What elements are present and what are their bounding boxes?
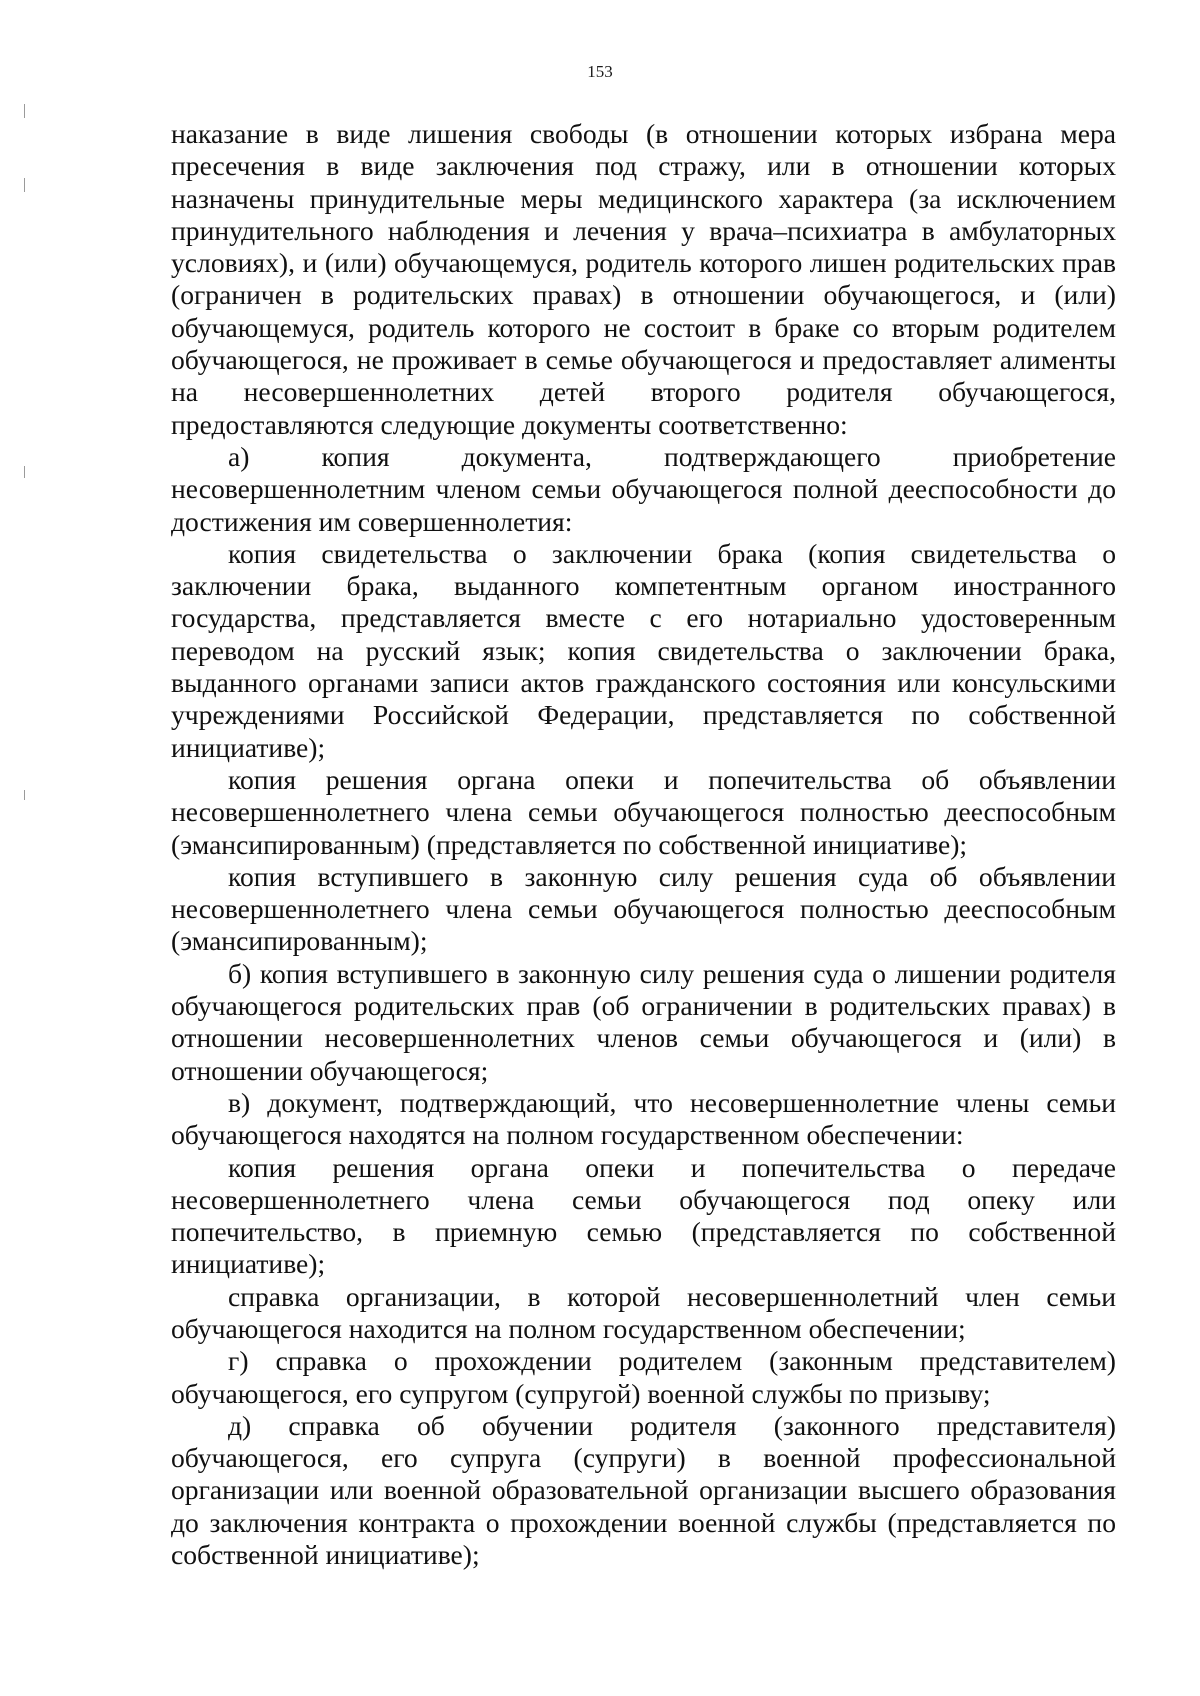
scan-mark	[24, 790, 25, 800]
paragraph-item-d: д) справка об обучении родителя (законного представителя) обучающегося, его супруга (супруги) в военной профессиональной организации или военной образовательной организации высшего образования до заключения контракта о прохождении военной службы (представляется по собственной инициативе);	[171, 1409, 1116, 1571]
document-body	[171, 118, 1116, 1571]
page-number: 153	[587, 62, 613, 81]
paragraph-item-b: б) копия вступившего в законную силу решения суда о лишении родителя обучающегося родительских прав (об ограничении в родительских правах) в отношении несовершеннолетних членов семьи обучающегося и (или) в отношении обучающегося;	[171, 957, 1116, 1086]
scan-mark	[24, 466, 25, 478]
paragraph-marriage-certificate: копия свидетельства о заключении брака (копия свидетельства о заключении брака, выданного компетентным органом иностранного государства, представляется вместе с его нотариально удостоверенным переводом на русский язык; копия свидетельства о заключении брака, выданного органами записи актов гражданского состояния или консульскими учреждениями Российской Федерации, представляется по собственной инициативе);	[171, 537, 1116, 763]
paragraph-organization-certificate: справка организации, в которой несовершеннолетний член семьи обучающегося находится на полном государственном обеспечении;	[171, 1280, 1116, 1344]
paragraph-guardianship-decision: копия решения органа опеки и попечительства об объявлении несовершеннолетнего члена семьи обучающегося полностью дееспособным (эмансипированным) (представляется по собственной инициативе);	[171, 763, 1116, 860]
paragraph-foster-decision: копия решения органа опеки и попечительства о передаче несовершеннолетнего члена семьи обучающегося под опеку или попечительство, в приемную семью (представляется по собственной инициативе);	[171, 1151, 1116, 1280]
paragraph-item-a: а) копия документа, подтверждающего приобретение несовершеннолетним членом семьи обучающегося полной дееспособности до достижения им совершеннолетия:	[171, 440, 1116, 537]
paragraph-court-decision: копия вступившего в законную силу решения суда об объявлении несовершеннолетнего члена семьи обучающегося полностью дееспособным (эмансипированным);	[171, 860, 1116, 957]
scan-mark	[24, 178, 25, 192]
paragraph-intro: наказание в виде лишения свободы (в отношении которых избрана мера пресечения в виде заключения под стражу, или в отношении которых назначены принудительные меры медицинского характера (за исключением принудительного наблюдения и лечения у врача–психиатра в амбулаторных условиях), и (или) обучающемуся, родитель которого лишен родительских прав (ограничен в родительских правах) в отношении обучающегося, и (или) обучающемуся, родитель которого не состоит в браке со вторым родителем обучающегося, не проживает в семье обучающегося и предоставляет алименты на несовершеннолетних детей второго родителя обучающегося, предоставляются следующие документы соответственно:	[171, 118, 1116, 440]
paragraph-item-v: в) документ, подтверждающий, что несовершеннолетние члены семьи обучающегося находятся на полном государственном обеспечении:	[171, 1086, 1116, 1151]
scan-mark	[24, 104, 25, 118]
paragraph-item-g: г) справка о прохождении родителем (законным представителем) обучающегося, его супругом (супругой) военной службы по призыву;	[171, 1345, 1116, 1409]
